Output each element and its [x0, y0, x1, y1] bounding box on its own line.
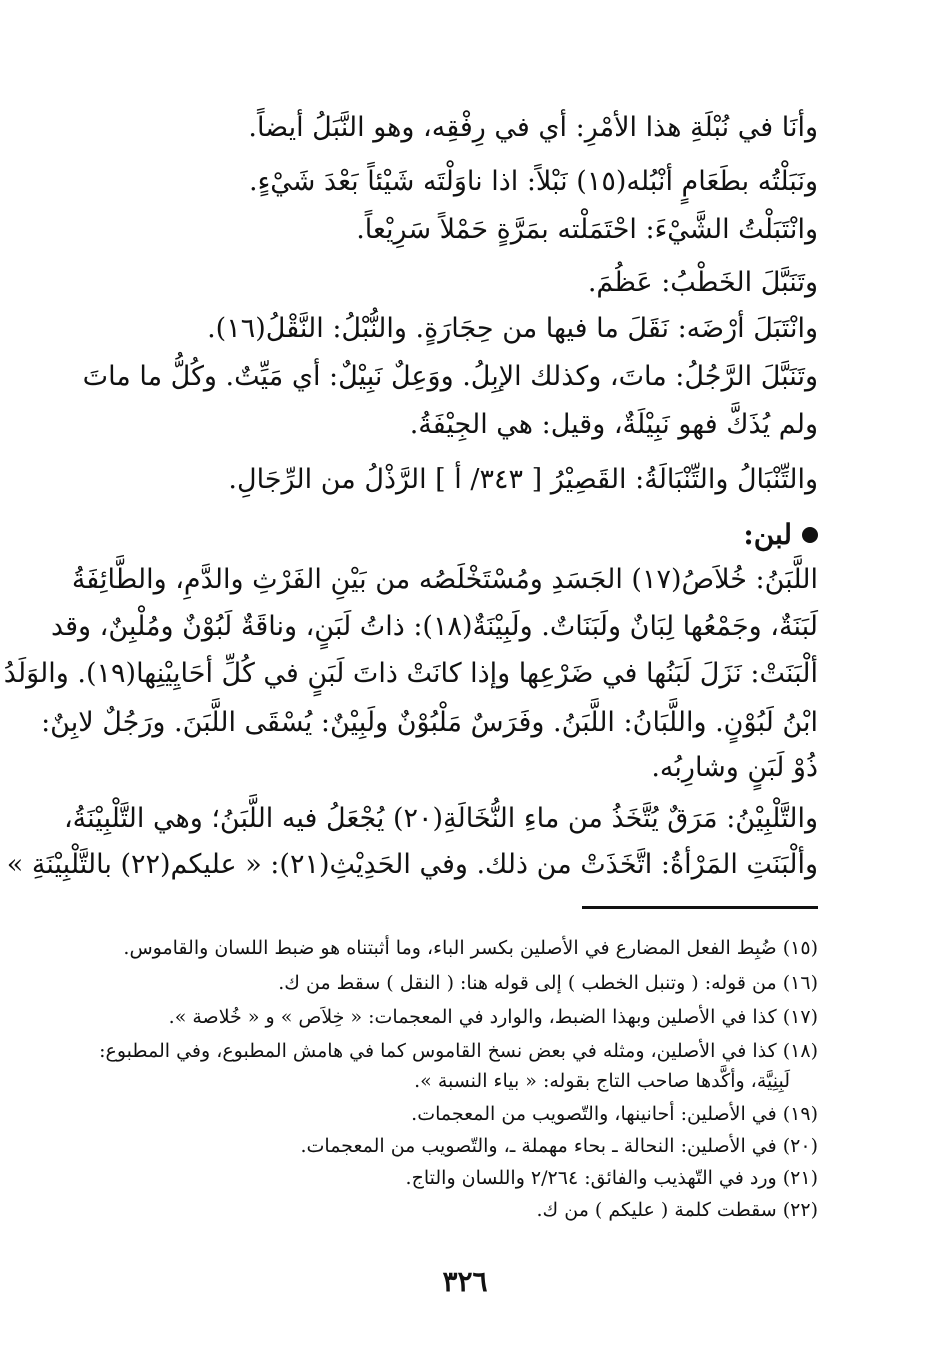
body-line-13: ذُوْ لَبَنٍ وشارِبُه.	[651, 752, 818, 783]
body-line-11: ألْبَنَتْ: نَزَلَ لَبَنُها في ضَرْعِها وإذا كانَتْ ذاتَ لَبَنٍ في كُلِّ أحَايِيْنِها(١٩). والوَلَدُ	[3, 658, 818, 689]
body-line-15: وألْبَنَتِ المَرْأةُ: اتَّخَذَتْ من ذلك. وفي الحَدِيْثِ(٢١): « عليكم(٢٢) بالتَّلْبِيْنَةِ »	[6, 849, 818, 880]
footnote-22: (٢٢) سقطت كلمة ( عليكم ) من ك.	[536, 1199, 818, 1221]
footnote-18-continued: لَبِنِيَّة، وأكَّدها صاحب التاج بقوله: « بياء النسبة ».	[414, 1070, 790, 1092]
footnote-17: (١٧) كذا في الأصلين وبهذا الضبط، والوارد في المعجمات: « خِلاَص » و « خُلاصة ».	[168, 1006, 818, 1028]
entry-heading-text: لبن:	[743, 518, 792, 551]
footnote-divider	[582, 906, 818, 909]
body-line-6: وتَنَبَّلَ الرَّجُلُ: ماتَ، وكذلك الإبِلُ. ووَعِلٌ نَبِيْلٌ: أي مَيِّتٌ. وكُلُّ ما ماتَ	[82, 361, 818, 392]
footnote-21: (٢١) ورد في التّهذيب والفائق: ٢/٢٦٤ واللسان والتاج.	[405, 1167, 818, 1189]
body-line-10: لَبَنَةٌ، وجَمْعُها لِبَانٌ ولَبَنَاتٌ. ولَبِيْنَةٌ(١٨): ذاتُ لَبَنٍ، وناقَةٌ لَبُوْنٌ ومُلْبِنٌ، وقد	[50, 611, 818, 642]
body-line-14: والتَّلْبِيْنُ: مَرَقٌ يُتَّخَذُ من ماءِ النُّخَالَةِ(٢٠) يُجْعَلُ فيه اللَّبَنُ؛ وهي التَّلْبِيْنَةُ،	[63, 803, 818, 834]
body-line-9: اللَّبَنُ: خُلاَصُ(١٧) الجَسَدِ ومُسْتَخْلَصُه من بَيْنِ الفَرْثِ والدَّمِ، والطَّائِفَةُ	[71, 564, 818, 595]
footnote-16: (١٦) من قوله: ( وتنبل الخطب ) إلى قوله هنا: ( النقل ) سقط من ك.	[278, 972, 818, 994]
body-line-12: ابْنُ لَبُوْنٍ. واللَّبَانُ: اللَّبَنُ. وفَرَسٌ مَلْبُوْنٌ ولَبِيْنٌ: يُسْقَى اللَّبَنَ. ورَجُلٌ لابِنٌ:	[41, 707, 818, 738]
bullet-icon	[802, 527, 818, 543]
footnote-19: (١٩) في الأصلين: أحانينها، والتّصويب من المعجمات.	[411, 1103, 818, 1125]
body-line-5: وانْتَبَلَ أرْضَه: نَقَلَ ما فيها من حِجَارَةٍ. والنُّبْلُ: النَّقْلُ(١٦).	[207, 313, 818, 344]
body-line-3: وانْتَبَلْتُ الشَّيْءَ: احْتَمَلْته بمَرَّةٍ حَمْلاً سَرِيْعاً.	[356, 214, 818, 245]
entry-heading	[743, 515, 818, 555]
body-line-8: والتِّنْبَالُ والتِّنْبَالَةُ: القَصِيْرُ [ ٣٤٣/ أ ] الرَّذْلُ من الرِّجَالِ.	[228, 464, 818, 495]
body-line-7: ولم يُذَكَّ فهو نَبِيْلَةٌ، وقيل: هي الجِيْفَةُ.	[409, 409, 818, 440]
body-line-4: وتَنَبَّلَ الخَطْبُ: عَظُمَ.	[587, 267, 818, 298]
body-line-2: ونَبَلْتُه بطَعَامٍ أنْبُله(١٥) نَبْلاً: اذا ناوَلْتَه شَيْئاً بَعْدَ شَيْءٍ.	[248, 166, 818, 197]
footnote-20: (٢٠) في الأصلين: النحالة ـ بحاء مهملة ـ، والتّصويب من المعجمات.	[300, 1135, 818, 1157]
footnote-15: (١٥) ضُبِط الفعل المضارع في الأصلين بكسر الباء، وما أثبتناه هو ضبط اللسان والقاموس.	[123, 937, 818, 959]
footnote-18: (١٨) كذا في الأصلين، ومثله في بعض نسخ القاموس كما في هامش المطبوع، وفي المطبوع:	[99, 1040, 818, 1062]
body-line-1: وأنَا في نُبْلَةِ هذا الأمْرِ: أي في رِفْقِه، وهو النَّبَلُ أيضاً.	[248, 112, 818, 143]
page-number: ٣٢٦	[442, 1265, 488, 1298]
